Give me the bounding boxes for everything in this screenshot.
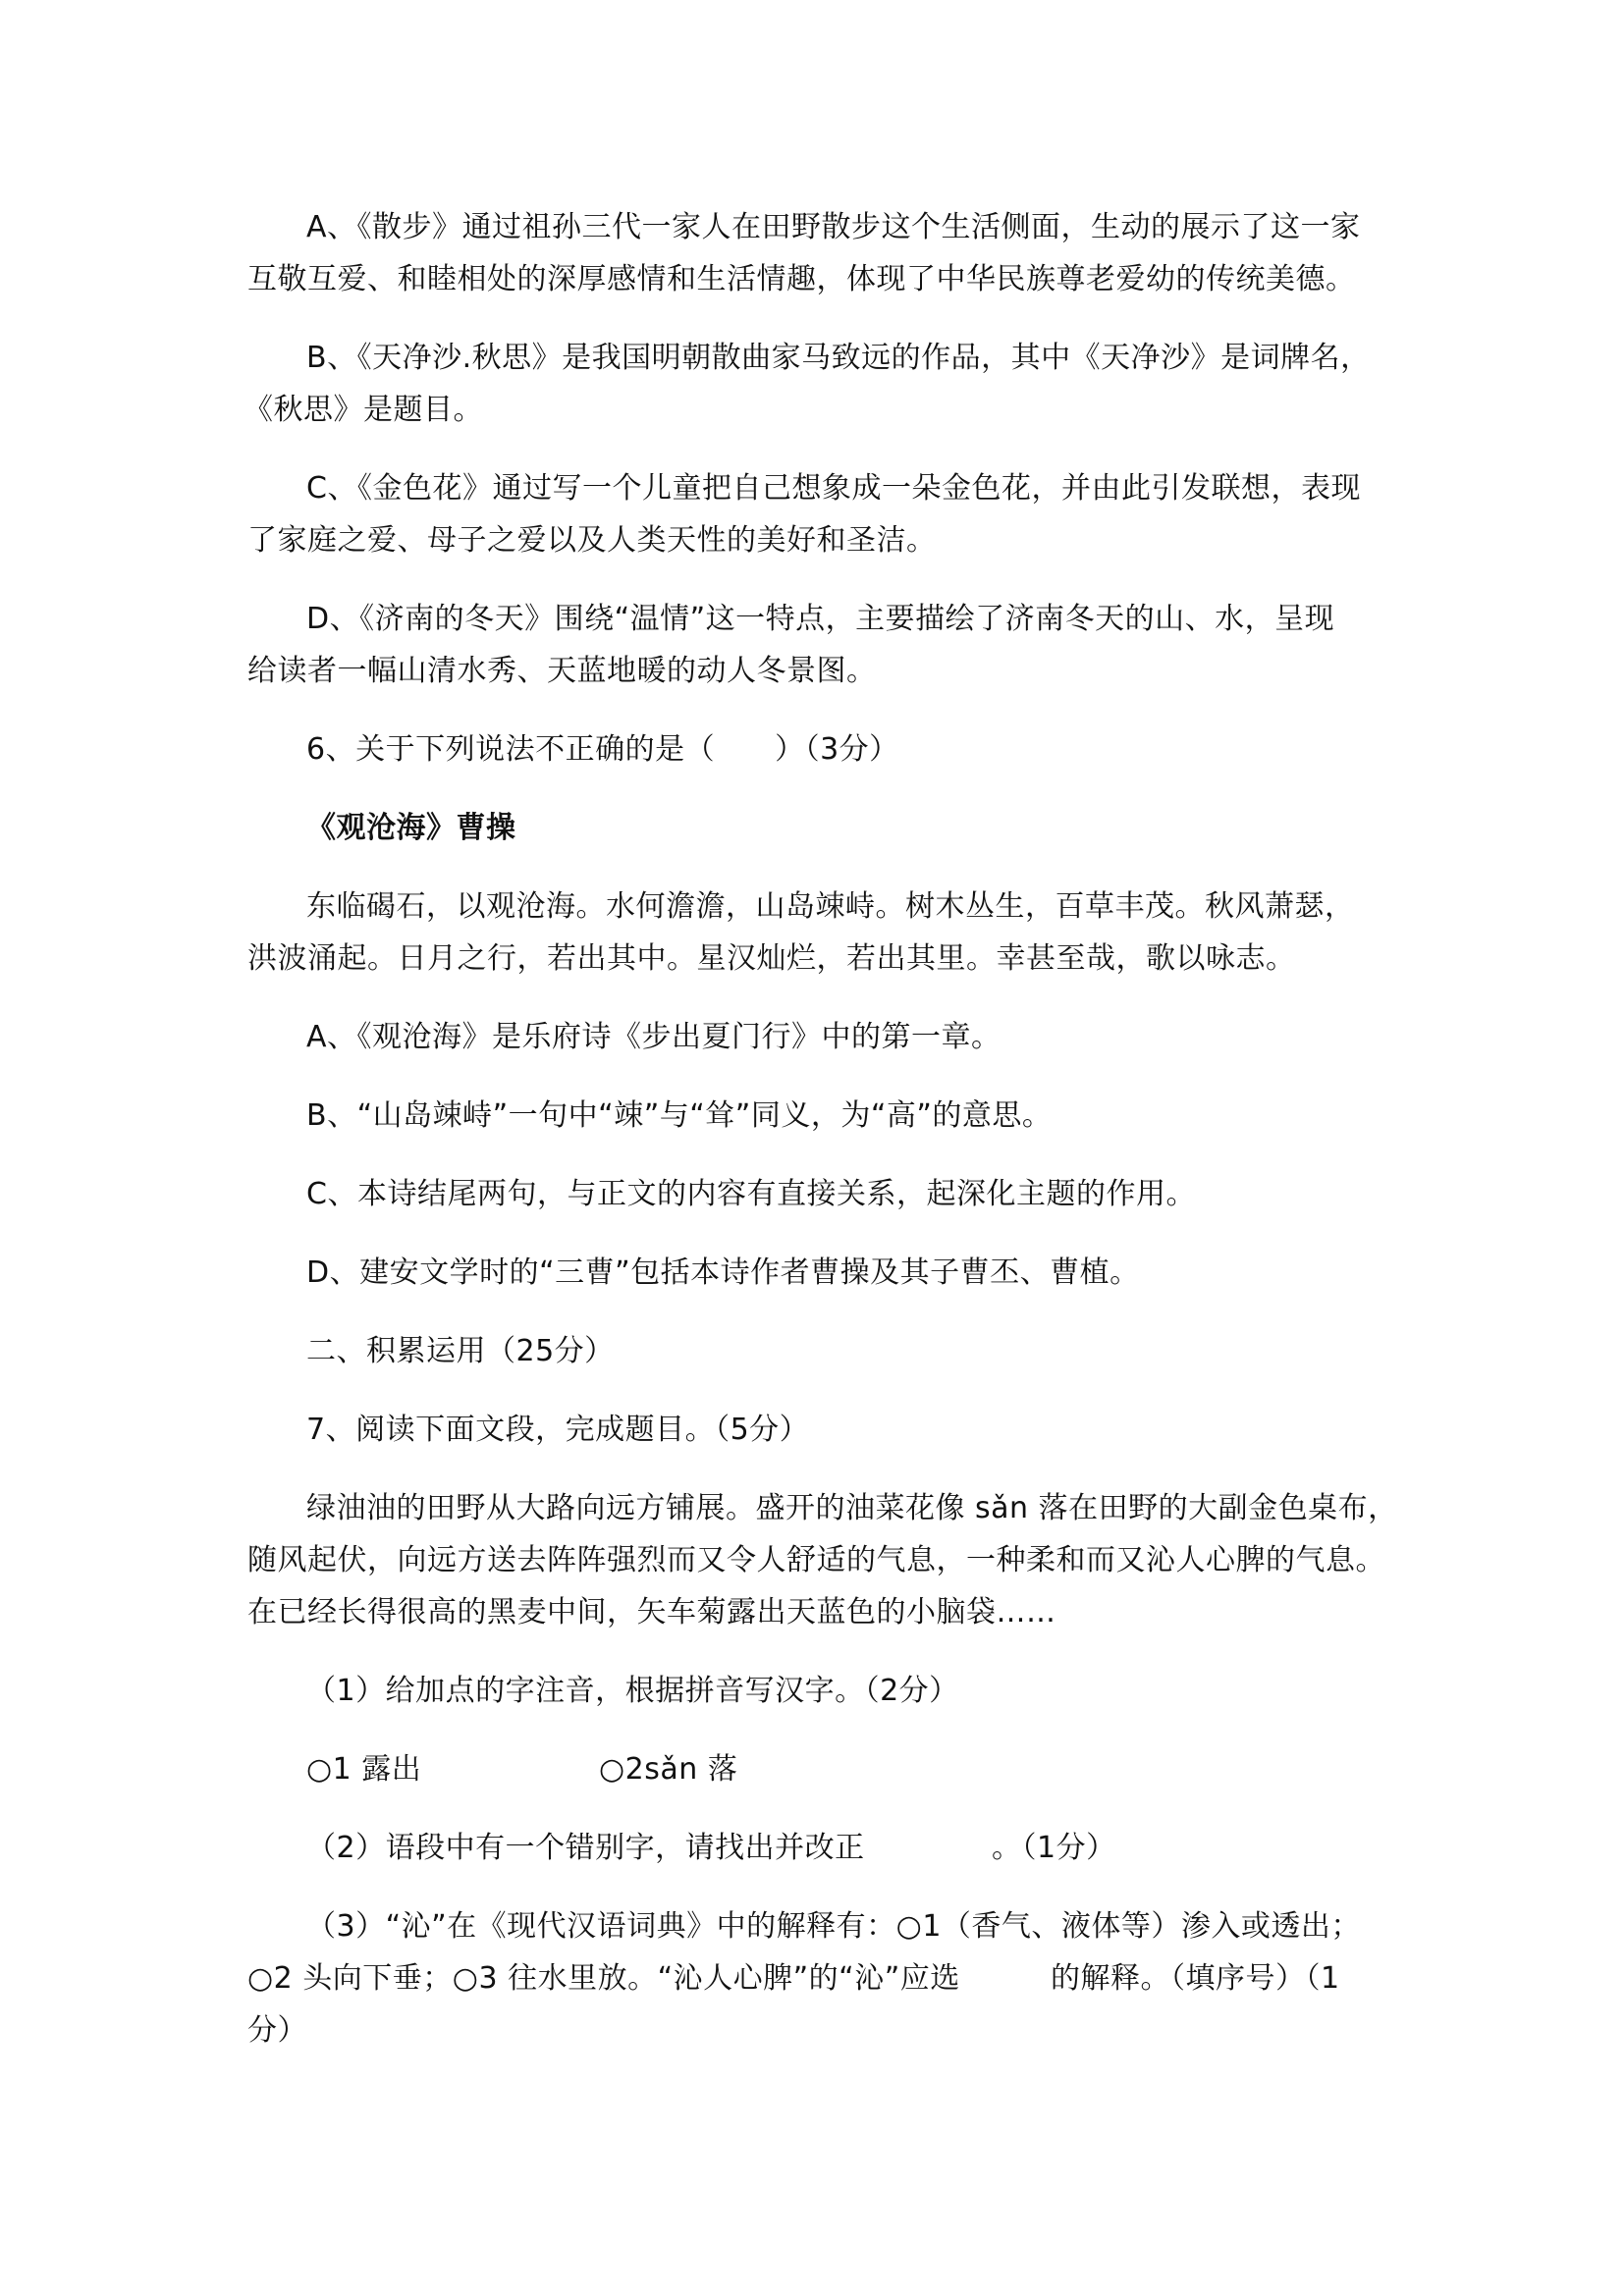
q7-sub3-line2-prefix: ○2 头向下垂；○3 往水里放。“沁人心脾”的“沁”应选 xyxy=(247,1961,960,1996)
q7-sub3-line2-suffix: 的解释。（填序号）（1 xyxy=(1051,1961,1340,1996)
q5-option-c-line2: 了家庭之爱、母子之爱以及人类天性的美好和圣洁。 xyxy=(247,523,937,558)
q7-sub2-prefix: （2）语段中有一个错别字，请找出并改正 xyxy=(306,1831,865,1865)
q5-option-b-line1: B、《天净沙.秋思》是我国明朝散曲家马致远的作品，其中《天净沙》是词牌名， xyxy=(306,341,1371,375)
q7-sub3-line3: 分） xyxy=(247,2013,307,2048)
q7-sub1: （1）给加点的字注音，根据拼音写汉字。（2分） xyxy=(306,1674,959,1708)
q6-stem: 6、关于下列说法不正确的是（ ）（3分） xyxy=(306,732,899,767)
section-2-heading: 二、积累运用（25分） xyxy=(306,1334,615,1368)
q6-option-b: B、“山岛竦峙”一句中“竦”与“耸”同义，为“高”的意思。 xyxy=(306,1098,1053,1133)
q6-option-c: C、本诗结尾两句，与正文的内容有直接关系，起深化主题的作用。 xyxy=(306,1177,1196,1211)
q5-option-d-line2: 给读者一幅山清水秀、天蓝地暖的动人冬景图。 xyxy=(247,654,877,688)
q7-passage-line2: 随风起伏，向远方送去阵阵强烈而又令人舒适的气息，一种柔和而又沁人心脾的气息。 xyxy=(247,1543,1385,1577)
q7-stem: 7、阅读下面文段，完成题目。（5分） xyxy=(306,1413,810,1447)
q6-poem-line1: 东临碣石，以观沧海。水何澹澹，山岛竦峙。树木丛生，百草丰茂。秋风萧瑟， xyxy=(306,889,1355,924)
q6-poem-line2: 洪波涌起。日月之行，若出其中。星汉灿烂，若出其里。幸甚至哉，歌以咏志。 xyxy=(247,941,1296,976)
q5-option-c-line1: C、《金色花》通过写一个儿童把自己想象成一朵金色花，并由此引发联想，表现 xyxy=(306,471,1361,506)
q7-sub3-line1: （3）“沁”在《现代汉语词典》中的解释有：○1（香气、液体等）渗入或透出； xyxy=(306,1909,1361,1944)
q7-passage-line3: 在已经长得很高的黑麦中间，矢车菊露出天蓝色的小脑袋…… xyxy=(247,1595,1056,1629)
q6-option-a: A、《观沧海》是乐府诗《步出夏门行》中的第一章。 xyxy=(306,1020,1001,1054)
q6-poem-title: 《观沧海》曹操 xyxy=(306,811,516,845)
q7-sub1-item1: ○1 露出 xyxy=(306,1752,422,1787)
q7-sub2-suffix: 。（1分） xyxy=(992,1831,1116,1865)
q5-option-a-line2: 互敬互爱、和睦相处的深厚感情和生活情趣，体现了中华民族尊老爱幼的传统美德。 xyxy=(247,262,1356,296)
q7-sub1-item2: ○2sǎn 落 xyxy=(599,1752,738,1787)
q5-option-a-line1: A、《散步》通过祖孙三代一家人在田野散步这个生活侧面，生动的展示了这一家 xyxy=(306,210,1361,244)
q5-option-d-line1: D、《济南的冬天》围绕“温情”这一特点，主要描绘了济南冬天的山、水，呈现 xyxy=(306,602,1335,636)
q5-option-b-line2: 《秋思》是题目。 xyxy=(244,393,483,427)
q6-option-d: D、建安文学时的“三曹”包括本诗作者曹操及其子曹丕、曹植。 xyxy=(306,1255,1140,1290)
q7-passage-line1: 绿油油的田野从大路向远方铺展。盛开的油菜花像 sǎn 落在田野的大副金色桌布， xyxy=(306,1491,1398,1525)
